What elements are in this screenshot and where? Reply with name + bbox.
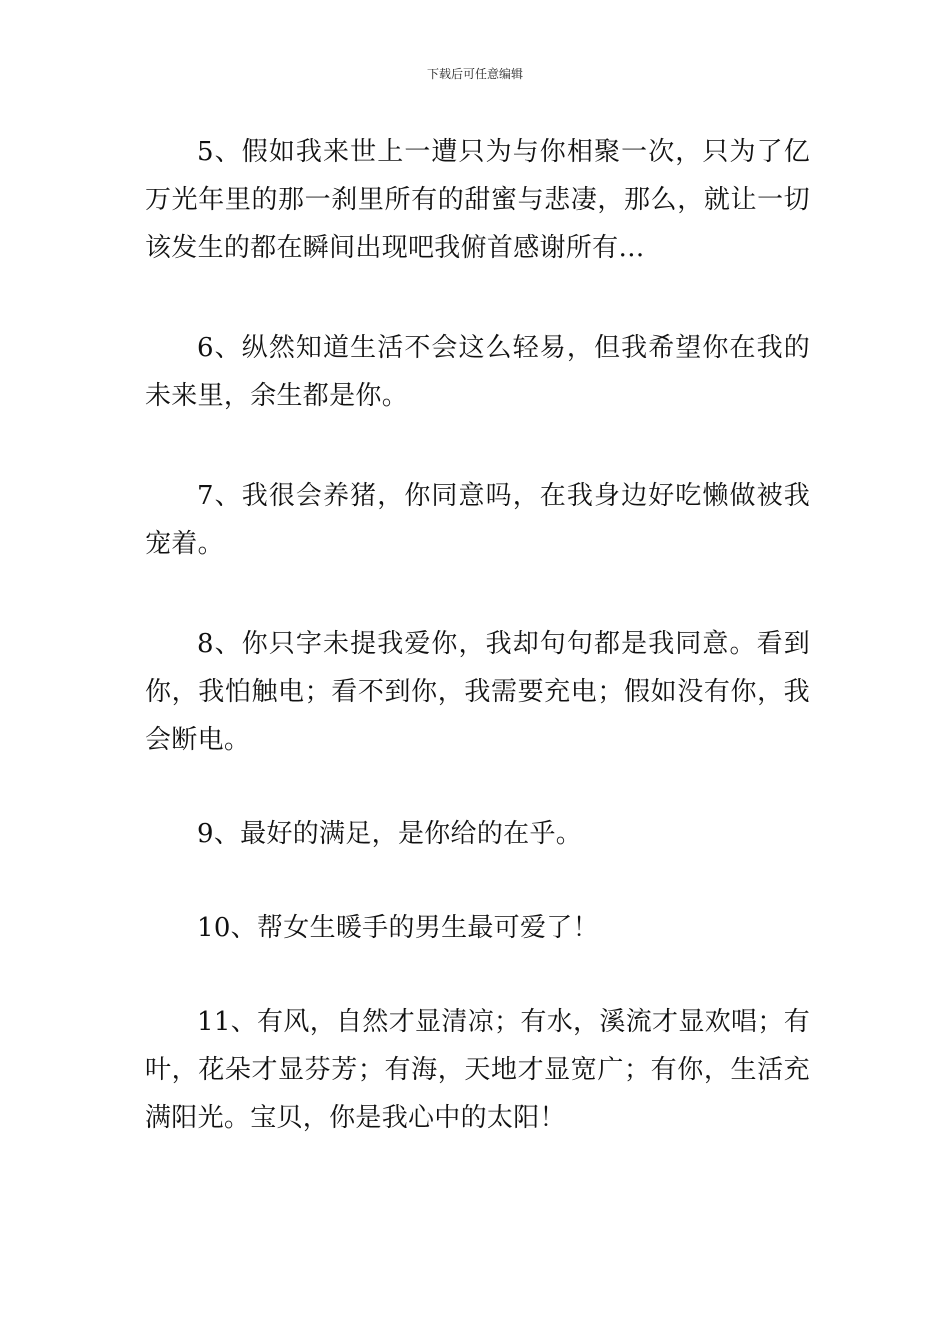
paragraph-7: 7、我很会养猪，你同意吗，在我身边好吃懒做被我宠着。 bbox=[145, 481, 810, 559]
page-header-note: 下载后可任意编辑 bbox=[426, 67, 523, 81]
paragraph-6: 6、纵然知道生活不会这么轻易，但我希望你在我的未来里，余生都是你。 bbox=[145, 333, 810, 411]
paragraph-10: 10、帮女生暖手的男生最可爱了！ bbox=[197, 913, 599, 943]
document-body bbox=[145, 128, 810, 1142]
paragraph-5: 5、假如我来世上一遭只为与你相聚一次，只为了亿万光年里的那一刹里所有的甜蜜与悲凄，那么，就让一切该发生的都在瞬间出现吧我俯首感谢所有… bbox=[145, 137, 810, 263]
paragraph-9: 9、最好的满足，是你给的在乎。 bbox=[197, 819, 583, 849]
paragraph-8: 8、你只字未提我爱你，我却句句都是我同意。看到你，我怕触电；看不到你，我需要充电；假如没有你，我会断电。 bbox=[145, 629, 810, 755]
paragraph-11: 11、有风，自然才显清凉；有水，溪流才显欢唱；有叶，花朵才显芬芳；有海，天地才显宽广；有你，生活充满阳光。宝贝，你是我心中的太阳！ bbox=[145, 1007, 810, 1133]
